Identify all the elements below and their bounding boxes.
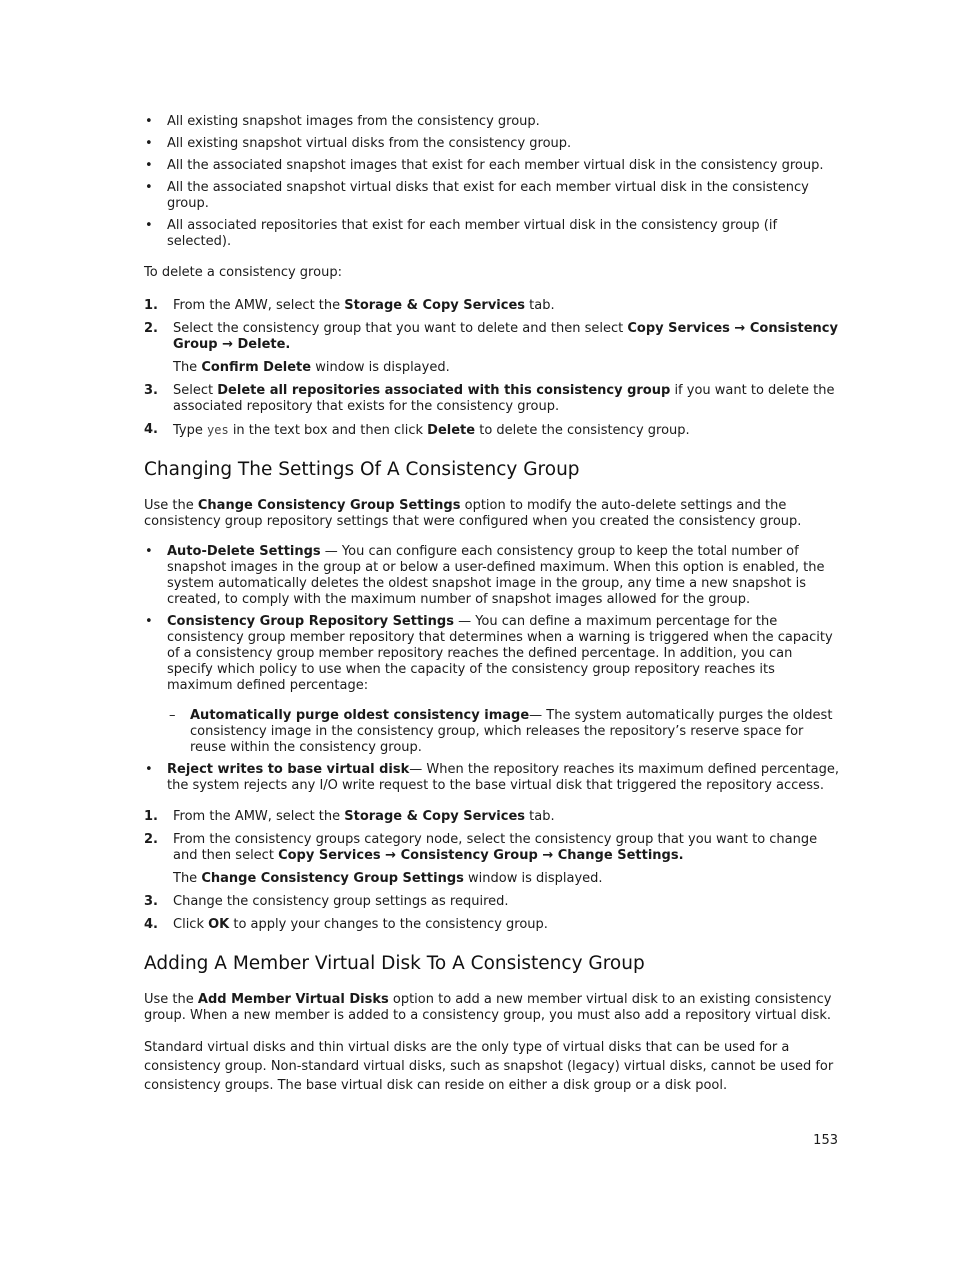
ui-label: Delete [427, 423, 476, 438]
menu-path: Copy Services → Consistency Group → Delete. [173, 321, 838, 352]
delete-intro: To delete a consistency group: [144, 265, 342, 280]
list-item: • All the associated snapshot virtual disks that exist for each member virtual disk in the consistency group. [144, 180, 840, 212]
deleted-items-list [144, 114, 840, 250]
section-heading: Changing The Settings Of A Consistency Group [144, 459, 580, 480]
section-intro: Use the Change Consistency Group Settings option to modify the auto-delete settings and the consistency group repository settings that were configured when you created the consistency group. [144, 498, 802, 529]
ui-label: Storage & Copy Services [344, 298, 526, 313]
section-paragraph: Standard virtual disks and thin virtual disks are the only type of virtual disks that can be used for a consistency group. Non-standard virtual disks, such as snapshot (legacy) virtual disks, cannot be used for consistency groups. The base virtual disk can reside on either a disk group or a disk pool. [144, 1040, 834, 1093]
step-result: The Change Consistency Group Settings window is displayed. [173, 871, 603, 886]
option-name: Change Consistency Group Settings [197, 498, 461, 513]
section-heading: Adding A Member Virtual Disk To A Consistency Group [144, 953, 645, 974]
step-number: 3. [144, 383, 158, 398]
setting-name: Consistency Group Repository Settings [167, 614, 454, 629]
list-item: • All existing snapshot images from the consistency group. [144, 114, 840, 130]
step-item: 1. From the AMW, select the Storage & Copy Services tab. [144, 809, 555, 824]
list-item: • Consistency Group Repository Settings — You can define a maximum percentage for the consistency group member repository that determines when a warning is triggered when the capacity of a consistency group member repository reaches the defined percentage. In addition, you can specify which policy to use when the capacity of the consistency group repository reaches its maximum defined percentage: – Automatically purge oldest consistency image— The system automatically purges the oldest consistency image in the consistency group, which releases the repository’s reserve space for reuse within the consistency group. [144, 614, 840, 756]
step-item: 4. Click OK to apply your changes to the consistency group. [144, 917, 548, 932]
setting-name: Auto-Delete Settings [167, 544, 321, 559]
policy-name: Automatically purge oldest consistency image [190, 708, 530, 723]
list-item: • Auto-Delete Settings — You can configure each consistency group to keep the total number of snapshot images in the group at or below a user-defined maximum. When this option is enabled, the system automatically deletes the oldest snapshot image in the group, any time a new snapshot is created, to comply with the maximum number of snapshot images allowed for the group. [144, 544, 840, 608]
step-item: 2. Select the consistency group that you want to delete and then select Copy Services → Consistency Group → Delete. The Confirm Delete window is displayed. [144, 321, 840, 376]
list-item: • All the associated snapshot images that exist for each member virtual disk in the consistency group. [144, 158, 840, 174]
step-item: 2. From the consistency groups category node, select the consistency group that you want to change and then select Copy Services → Consistency Group → Change Settings. The Change Consistency Group Settings window is displayed. [144, 832, 840, 887]
ui-label: Storage & Copy Services [344, 809, 526, 824]
policy-name: Reject writes to base virtual disk [167, 762, 410, 777]
window-name: Confirm Delete [201, 360, 312, 375]
step-number: 4. [144, 917, 158, 932]
list-item: • Reject writes to base virtual disk— When the repository reaches its maximum defined percentage, the system rejects any I/O write request to the base virtual disk that triggered the repository access. [144, 762, 840, 794]
step-number: 3. [144, 894, 158, 909]
step-number: 2. [144, 321, 158, 336]
step-number: 4. [144, 422, 158, 437]
menu-path: Copy Services → Consistency Group → Change Settings. [278, 848, 684, 863]
step-item: 3. Change the consistency group settings as required. [144, 894, 509, 909]
step-number: 1. [144, 298, 158, 313]
window-name: Change Consistency Group Settings [201, 871, 464, 886]
step-item: 4. Type yes in the text box and then click Delete to delete the consistency group. [144, 422, 690, 438]
list-item: • All existing snapshot virtual disks from the consistency group. [144, 136, 840, 152]
step-number: 2. [144, 832, 158, 847]
section-paragraph: Use the Add Member Virtual Disks option to add a new member virtual disk to an existing consistency group. When a new member is added to a consistency group, you must also add a repository virtual disk. [144, 992, 832, 1023]
policy-list [167, 708, 840, 756]
page-number: 153 [813, 1133, 838, 1148]
step-item: 1. From the AMW, select the Storage & Copy Services tab. [144, 298, 555, 313]
list-item: • All associated repositories that exist for each member virtual disk in the consistency group (if selected). [144, 218, 840, 250]
ui-label: OK [208, 917, 230, 932]
settings-list [144, 544, 840, 794]
step-number: 1. [144, 809, 158, 824]
change-settings-steps [144, 809, 840, 933]
ui-label: Delete all repositories associated with this consistency group [217, 383, 671, 398]
option-name: Add Member Virtual Disks [197, 992, 389, 1007]
document-page [144, 114, 840, 1095]
step-item: 3. Select Delete all repositories associated with this consistency group if you want to delete the associated repository that exists for the consistency group. [144, 383, 835, 414]
step-result: The Confirm Delete window is displayed. [173, 360, 450, 375]
delete-steps [144, 298, 840, 439]
list-item: – Automatically purge oldest consistency image— The system automatically purges the oldest consistency image in the consistency group, which releases the repository’s reserve space for reuse within the consistency group. [167, 708, 840, 756]
inline-code: yes [207, 423, 229, 437]
